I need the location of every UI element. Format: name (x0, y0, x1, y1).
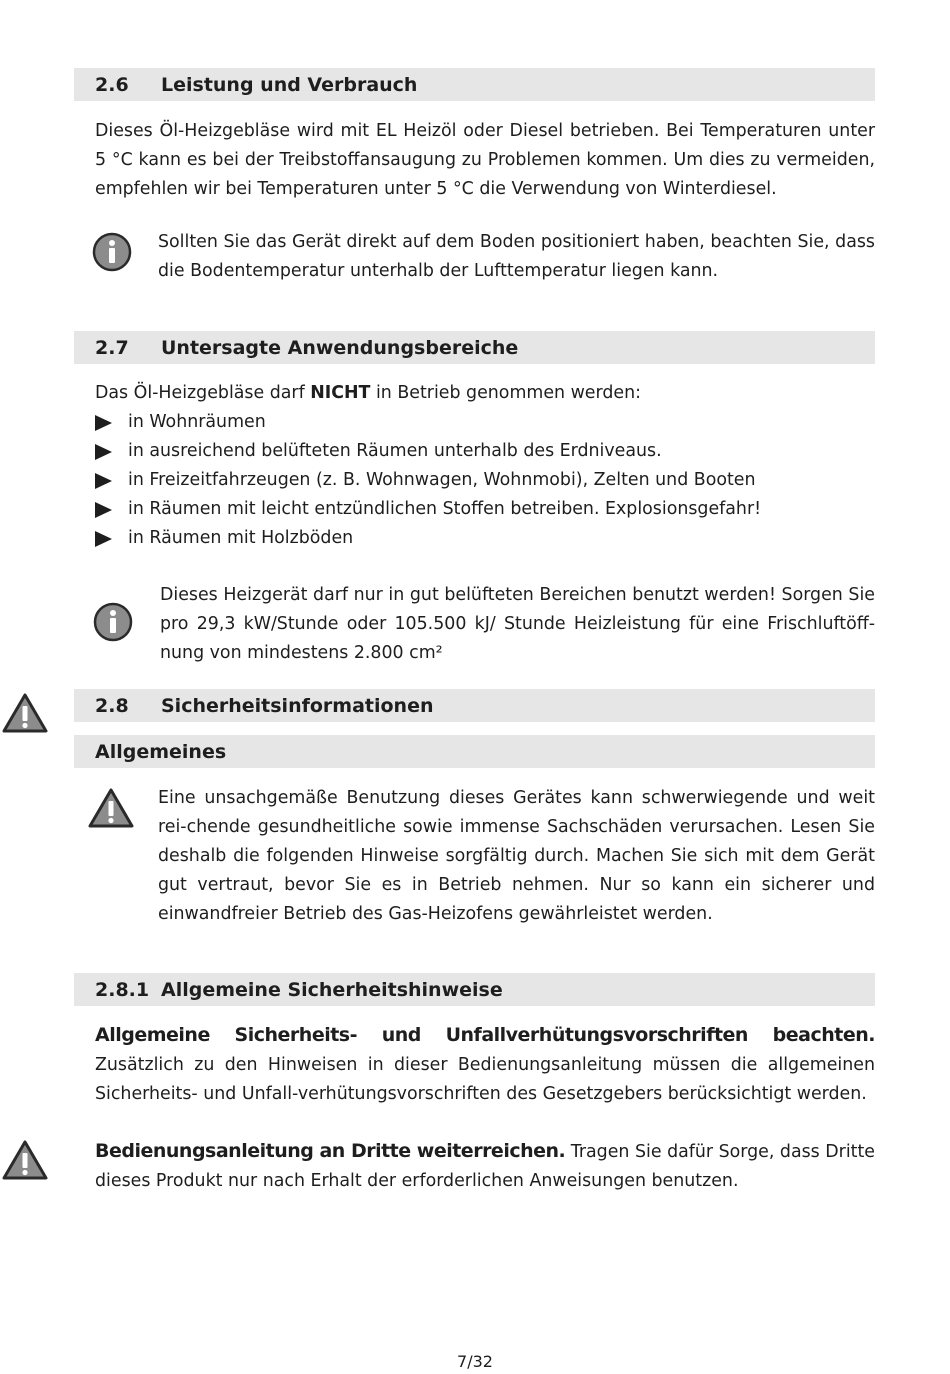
section-title: Leistung und Verbrauch (161, 73, 418, 96)
list-item: in Freizeitfahrzeugen (z. B. Wohnwagen, Wohnmobi), Zelten und Booten (95, 466, 875, 495)
intro-emphasis: NICHT (310, 383, 371, 403)
bullet-arrow-icon (95, 502, 112, 518)
list-item: in ausreichend belüfteten Räumen unterhalb des Erdniveaus. (95, 437, 875, 466)
section-heading-2-7 (74, 331, 875, 364)
list-item: in Räumen mit leicht entzündlichen Stoffen betreiben. Explosionsgefahr! (95, 495, 875, 524)
page-number: 7/32 (457, 1352, 493, 1371)
paragraph-third-parties (95, 1137, 875, 1196)
list-item: in Räumen mit Holzböden (95, 524, 875, 553)
bullet-arrow-icon (95, 415, 112, 431)
paragraph-text: Zusätzlich zu den Hinweisen in dieser Bedienungsanleitung müssen die allgemeinen Sicherheits- und Unfall-verhütungsvorschriften des Gesetzgebers berücksichtigt werden. (95, 1055, 875, 1104)
section-heading-2-8-1 (74, 973, 875, 1006)
bullet-arrow-icon (95, 531, 112, 547)
info-icon (93, 602, 133, 642)
bullet-arrow-icon (95, 444, 112, 460)
info-note-ventilation: Dieses Heizgerät darf nur in gut belüfteten Bereichen benutzt werden! Sorgen Sie pro 29,3 kW/Stunde oder 105.500 kJ/ Stunde Heizleistung für eine Frischluftöff-nung von mindestens 2.800 cm² (160, 585, 875, 663)
section-title: Sicherheitsinformationen (161, 694, 434, 717)
section-number: 2.7 (95, 336, 129, 359)
section-heading-2-8 (74, 689, 875, 722)
paragraph-regulations (95, 1021, 875, 1109)
subsection-title: Allgemeines (95, 740, 227, 763)
section-heading-2-6 (74, 68, 875, 101)
section-title: Allgemeine Sicherheitshinweise (161, 978, 503, 1001)
subsection-heading-general (74, 735, 875, 768)
bullet-arrow-icon (95, 473, 112, 489)
prohibited-list (95, 408, 875, 553)
paragraph-lead: Allgemeine Sicherheits- und Unfallverhütungsvorschriften beachten. (95, 1024, 875, 1046)
warning-note-general: Eine unsachgemäße Benutzung dieses Gerätes kann schwerwiegende und weit rei-chende gesundheitliche sowie immense Sachschäden verursachen. Lesen Sie deshalb die folgenden Hinweise sorgfältig durch. Machen Sie sich mit dem Gerät gut vertraut, bevor Sie es in Betrieb nehmen. Nur so kann ein sicherer und einwandfreier Betrieb des Gas-Heizofens gewährleistet werden. (158, 788, 875, 924)
info-icon (92, 232, 132, 272)
prohibited-intro (95, 379, 875, 408)
intro-text: Das Öl-Heizgebläse darf (95, 383, 311, 403)
info-note-floor: Sollten Sie das Gerät direkt auf dem Boden positioniert haben, beachten Sie, dass die Bodentemperatur unterhalb der Lufttemperatur liegen kann. (158, 232, 875, 281)
list-item: in Wohnräumen (95, 408, 875, 437)
section-title: Untersagte Anwendungsbereiche (161, 336, 519, 359)
paragraph-lead: Bedienungsanleitung an Dritte weiterreichen. (95, 1140, 566, 1162)
warning-triangle-icon (87, 787, 135, 829)
paragraph-text: Tragen Sie dafür Sorge, dass Dritte dieses Produkt nur nach Erhalt der erforderlichen Anweisungen benutzen. (95, 1142, 875, 1191)
warning-triangle-icon (1, 692, 49, 734)
paragraph-fuel: Dieses Öl-Heizgebläse wird mit EL Heizöl oder Diesel betrieben. Bei Temperaturen unter 5 °C kann es bei der Treibstoffansaugung zu Problemen kommen. Um dies zu vermeiden, empfehlen wir bei Temperaturen unter 5 °C die Verwendung von Winterdiesel. (95, 121, 875, 199)
warning-triangle-icon (1, 1139, 49, 1181)
section-number: 2.6 (95, 73, 129, 96)
section-number: 2.8.1 (95, 978, 150, 1001)
intro-text-end: in Betrieb genommen werden: (370, 383, 641, 403)
section-number: 2.8 (95, 694, 129, 717)
